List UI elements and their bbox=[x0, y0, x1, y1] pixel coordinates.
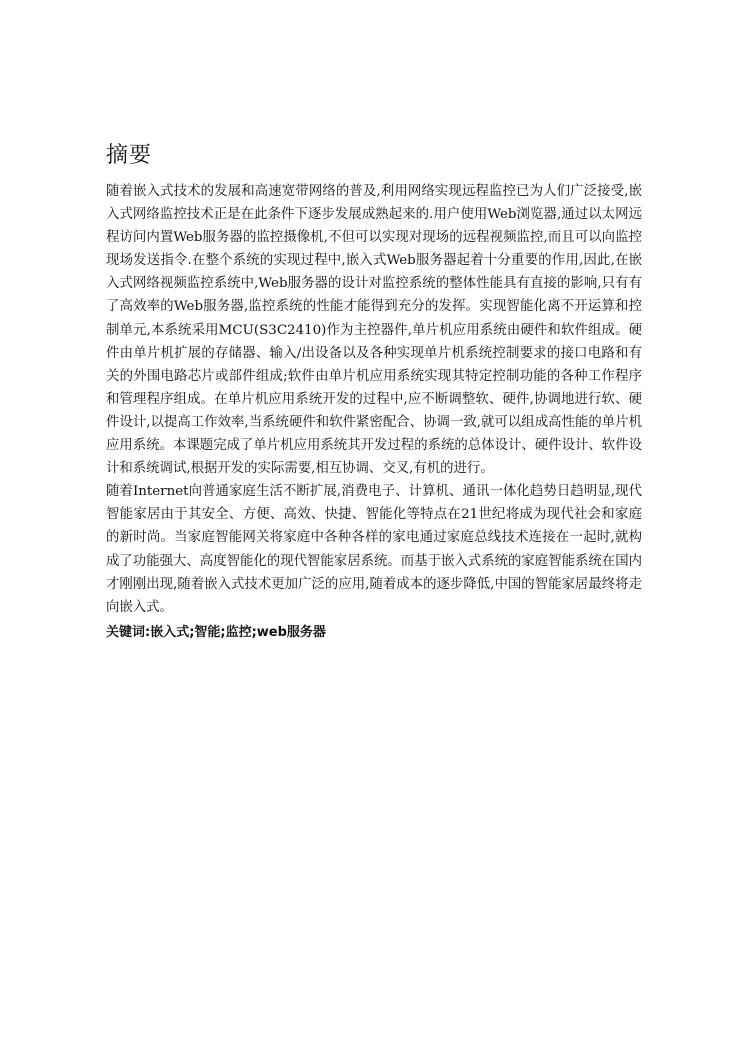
keywords-line: 关键词:嵌入式;智能;监控;web服务器 bbox=[106, 624, 326, 640]
abstract-paragraph-2: 随着Internet向普通家庭生活不断扩展,消费电子、计算机、通讯一体化趋势日趋明显,现代智能家居由于其安全、方便、高效、快捷、智能化等特点在21世纪将成为现代社会和家庭的新时尚。当家庭智能网关将家庭中各种各样的家电通过家庭总线技术连接在一起时,就构成了功能强大、高度智能化的现代智能家居系统。而基于嵌入式系统的家庭智能系统在国内才刚刚出现,随着嵌入式技术更加广泛的应用,随着成本的逐步降低,中国的智能家居最终将走向嵌入式。 bbox=[106, 484, 642, 615]
abstract-body bbox=[106, 180, 642, 644]
abstract-paragraph-1: 随着嵌入式技术的发展和高速宽带网络的普及,利用网络实现远程监控已为人们广泛接受,嵌入式网络监控技术正是在此条件下逐步发展成熟起来的.用户使用Web浏览器,通过以太网远程访问内置Web服务器的监控摄像机,不但可以实现对现场的远程视频监控,而且可以向监控现场发送指令.在整个系统的实现过程中,嵌入式Web服务器起着十分重要的作用,因此,在嵌入式网络视频监控系统中,Web服务器的设计对监控系统的整体性能具有直接的影响,只有有了高效率的Web服务器,监控系统的性能才能得到充分的发挥。实现智能化离不开运算和控制单元,本系统采用MCU(S3C2410)作为主控器件,单片机应用系统由硬件和软件组成。硬件由单片机扩展的存储器、输入/出设备以及各种实现单片机系统控制要求的接口电路和有关的外围电路芯片或部件组成;软件由单片机应用系统实现其特定控制功能的各种工作程序和管理程序组成。在单片机应用系统开发的过程中,应不断调整软、硬件,协调地进行软、硬件设计,以提高工作效率,当系统硬件和软件紧密配合、协调一致,就可以组成高性能的单片机应用系统。本课题完成了单片机应用系统其开发过程的系统的总体设计、硬件设计、软件设计和系统调试,根据开发的实际需要,相互协调、交叉,有机的进行。 bbox=[106, 184, 642, 477]
abstract-heading: 摘要 bbox=[106, 143, 153, 168]
